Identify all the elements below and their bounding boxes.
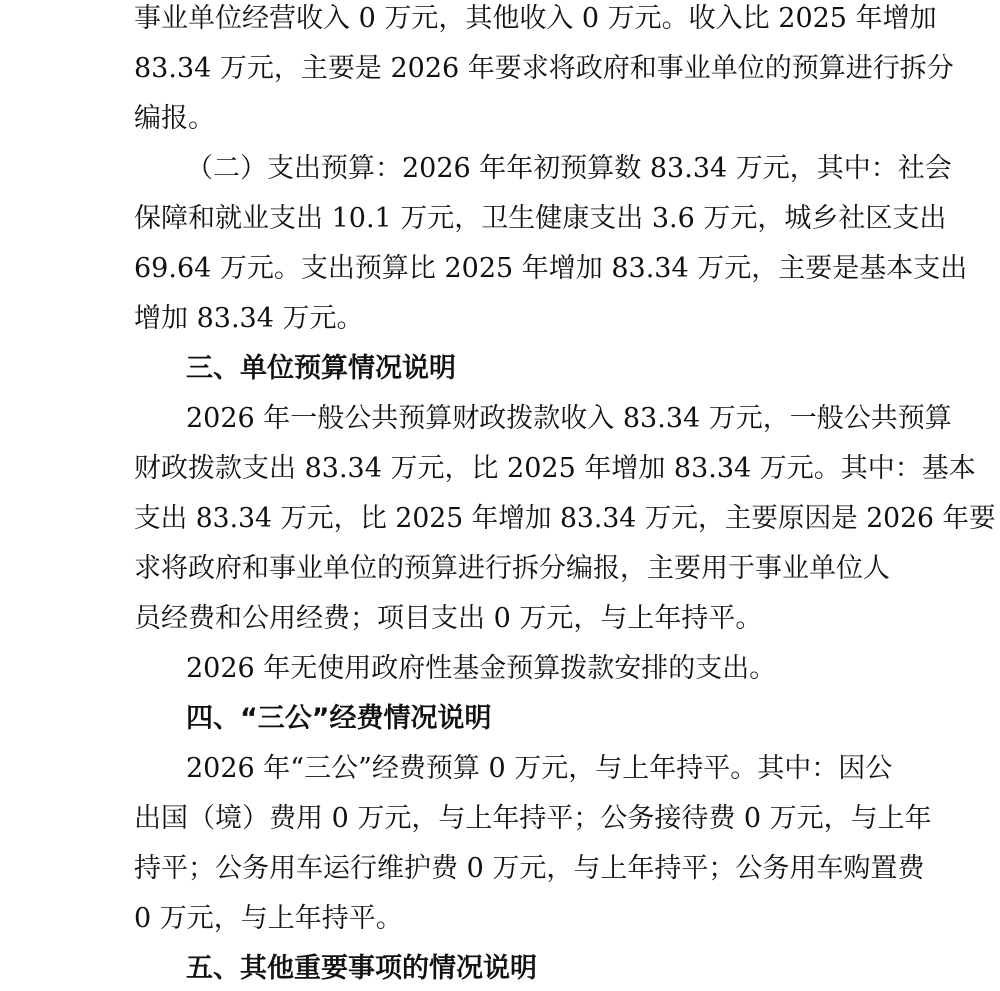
body-text-line: 求将政府和事业单位的预算进行拆分编报，主要用于事业单位人 [134,553,890,584]
section-heading-4: 四、“三公”经费情况说明 [186,703,492,734]
section-paragraph-line: 2026 年一般公共预算财政拨款收入 83.34 万元，一般公共预算 [186,403,952,434]
body-text-line: 支出 83.34 万元，比 2025 年增加 83.34 万元，主要原因是 2026 年要 [134,503,996,534]
body-text-line: 事业单位经营收入 0 万元，其他收入 0 万元。收入比 2025 年增加 [134,3,937,34]
section-paragraph-line: （二）支出预算：2026 年年初预算数 83.34 万元，其中：社会 [186,153,952,184]
body-text-line: 出国（境）费用 0 万元，与上年持平；公务接待费 0 万元，与上年 [134,803,932,834]
section-paragraph-line: 2026 年无使用政府性基金预算拨款安排的支出。 [186,653,777,684]
body-text-line: 83.34 万元，主要是 2026 年要求将政府和事业单位的预算进行拆分 [134,53,954,84]
body-text-line: 员经费和公用经费；项目支出 0 万元，与上年持平。 [134,603,763,634]
body-text-line: 增加 83.34 万元。 [134,303,364,334]
body-text-line: 保障和就业支出 10.1 万元，卫生健康支出 3.6 万元，城乡社区支出 [134,203,947,234]
section-heading-3: 三、单位预算情况说明 [186,353,456,384]
body-text-line: 财政拨款支出 83.34 万元，比 2025 年增加 83.34 万元。其中：基本 [134,453,976,484]
body-text-line: 编报。 [134,103,215,134]
section-paragraph-line: 2026 年“三公”经费预算 0 万元，与上年持平。其中：因公 [186,753,893,784]
body-text-line: 69.64 万元。支出预算比 2025 年增加 83.34 万元，主要是基本支出 [134,253,968,284]
body-text-line: 持平；公务用车运行维护费 0 万元，与上年持平；公务用车购置费 [134,853,925,884]
body-text-line: 0 万元，与上年持平。 [134,903,403,934]
section-heading-5: 五、其他重要事项的情况说明 [186,953,537,984]
